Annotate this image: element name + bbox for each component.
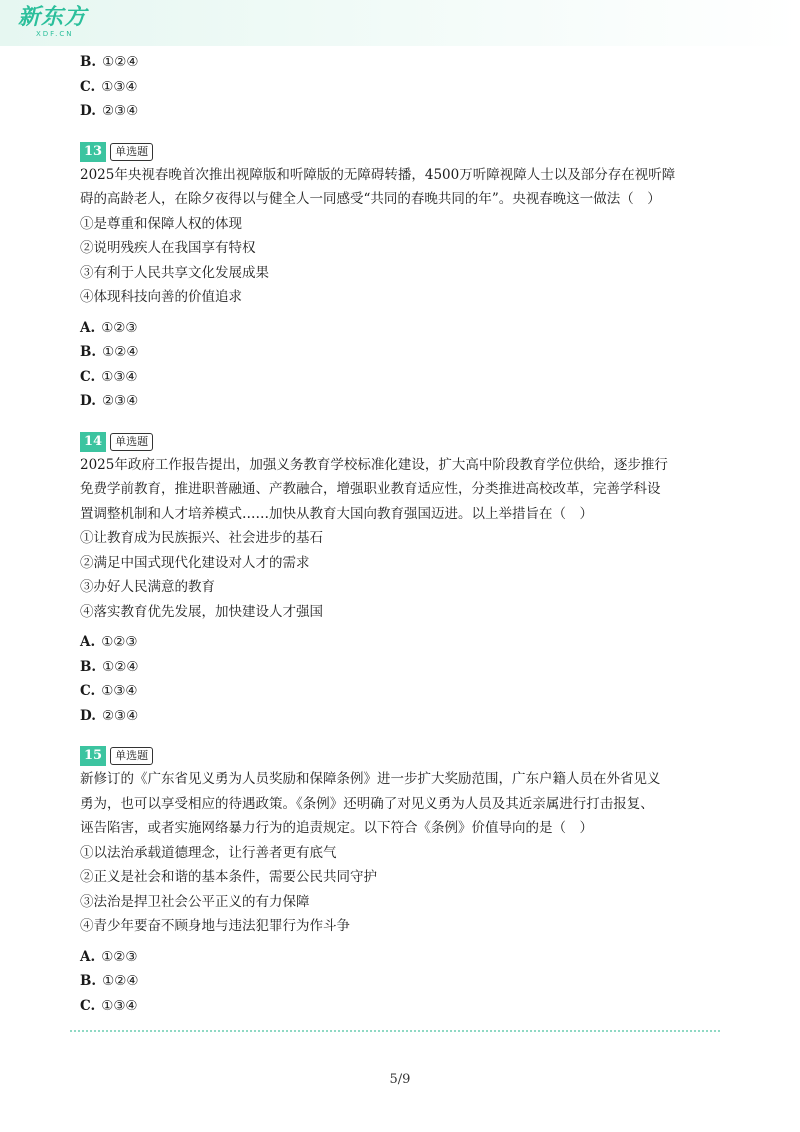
statement-1: ①让教育成为民族振兴、社会进步的基石 (80, 530, 323, 546)
page-header (0, 0, 800, 46)
statement-1: ①是尊重和保障人权的体现 (80, 215, 242, 232)
option-c: C. ①③④ (80, 997, 138, 1014)
footer-divider (70, 1030, 720, 1032)
question-text-line: 2025年政府工作报告提出，加强义务教育学校标准化建设，扩大高中阶段教育学位供给，逐步推行 (80, 456, 668, 473)
statement-4: ④落实教育优先发展，加快建设人才强国 (80, 603, 323, 620)
option-a: A. ①②③ (80, 634, 138, 650)
question-text-line: 2025年央视春晚首次推出视障版和听障版的无障碍转播，4500万听障视障人士以及部分存在视听障 (80, 166, 676, 183)
option-b: B. ①②④ (80, 973, 139, 989)
question-13 (80, 142, 720, 414)
statement-3: ③法治是捍卫社会公平正义的有力保障 (80, 893, 310, 910)
option-d: D. ②③④ (80, 103, 139, 119)
question-15 (80, 746, 720, 1018)
statement-1: ①以法治承载道德理念，让行善者更有底气 (80, 844, 337, 861)
question-type-tag: 单选题 (110, 747, 153, 765)
option-c: C. ①③④ (80, 368, 138, 385)
option-b: B. ①②④ (80, 344, 139, 360)
logo-subtext: XDF.CN (36, 30, 74, 38)
option-d: D. ②③④ (80, 707, 139, 724)
option-a: A. ①②③ (80, 948, 138, 965)
statement-4: ④青少年要奋不顾身地与违法犯罪行为作斗争 (80, 918, 350, 934)
previous-question-options (80, 50, 720, 124)
statement-2: ②说明残疾人在我国享有特权 (80, 240, 256, 256)
statement-2: ②正义是社会和谐的基本条件，需要公民共同守护 (80, 869, 377, 885)
page-number: 5/9 (389, 1072, 411, 1087)
question-text-line: 诬告陷害，或者实施网络暴力行为的追责规定。以下符合《条例》价值导向的是（ ） (80, 820, 593, 836)
question-text-line: 置调整机制和人才培养模式……加快从教育大国向教育强国迈进。以上举措旨在（ ） (80, 505, 593, 522)
statement-3: ③办好人民满意的教育 (80, 579, 215, 595)
option-c: C. ①③④ (80, 78, 138, 95)
question-text-line: 免费学前教育，推进职普融通、产教融合，增强职业教育适应性，分类推进高校改革，完善学科设 (80, 481, 661, 497)
statement-2: ②满足中国式现代化建设对人才的需求 (80, 554, 310, 571)
logo-text: 新东方 (18, 5, 88, 30)
question-type-tag: 单选题 (110, 143, 153, 161)
question-type-tag: 单选题 (110, 433, 153, 451)
question-number-badge: 15 (80, 746, 106, 766)
question-text-line: 碍的高龄老人，在除夕夜得以与健全人一同感受“共同的春晚共同的年”。央视春晚这一做法（ ） (80, 191, 661, 207)
option-a: A. ①②③ (80, 319, 138, 336)
page-content (80, 50, 720, 1018)
question-text-line: 新修订的《广东省见义勇为人员奖励和保障条例》进一步扩大奖励范围，广东户籍人员在外省见义 (80, 771, 661, 787)
option-b: B. ①②④ (80, 658, 139, 675)
option-d: D. ②③④ (80, 393, 139, 409)
statement-4: ④体现科技向善的价值追求 (80, 289, 242, 305)
statement-3: ③有利于人民共享文化发展成果 (80, 264, 269, 281)
question-number-badge: 14 (80, 432, 106, 452)
option-b: B. ①②④ (80, 54, 139, 70)
question-text-line: 勇为，也可以享受相应的待遇政策。《条例》还明确了对见义勇为人员及其近亲属进行打击报复、 (80, 795, 654, 812)
option-c: C. ①③④ (80, 683, 138, 699)
question-number-badge: 13 (80, 142, 106, 162)
xdf-logo (18, 6, 87, 38)
question-14 (80, 432, 720, 729)
